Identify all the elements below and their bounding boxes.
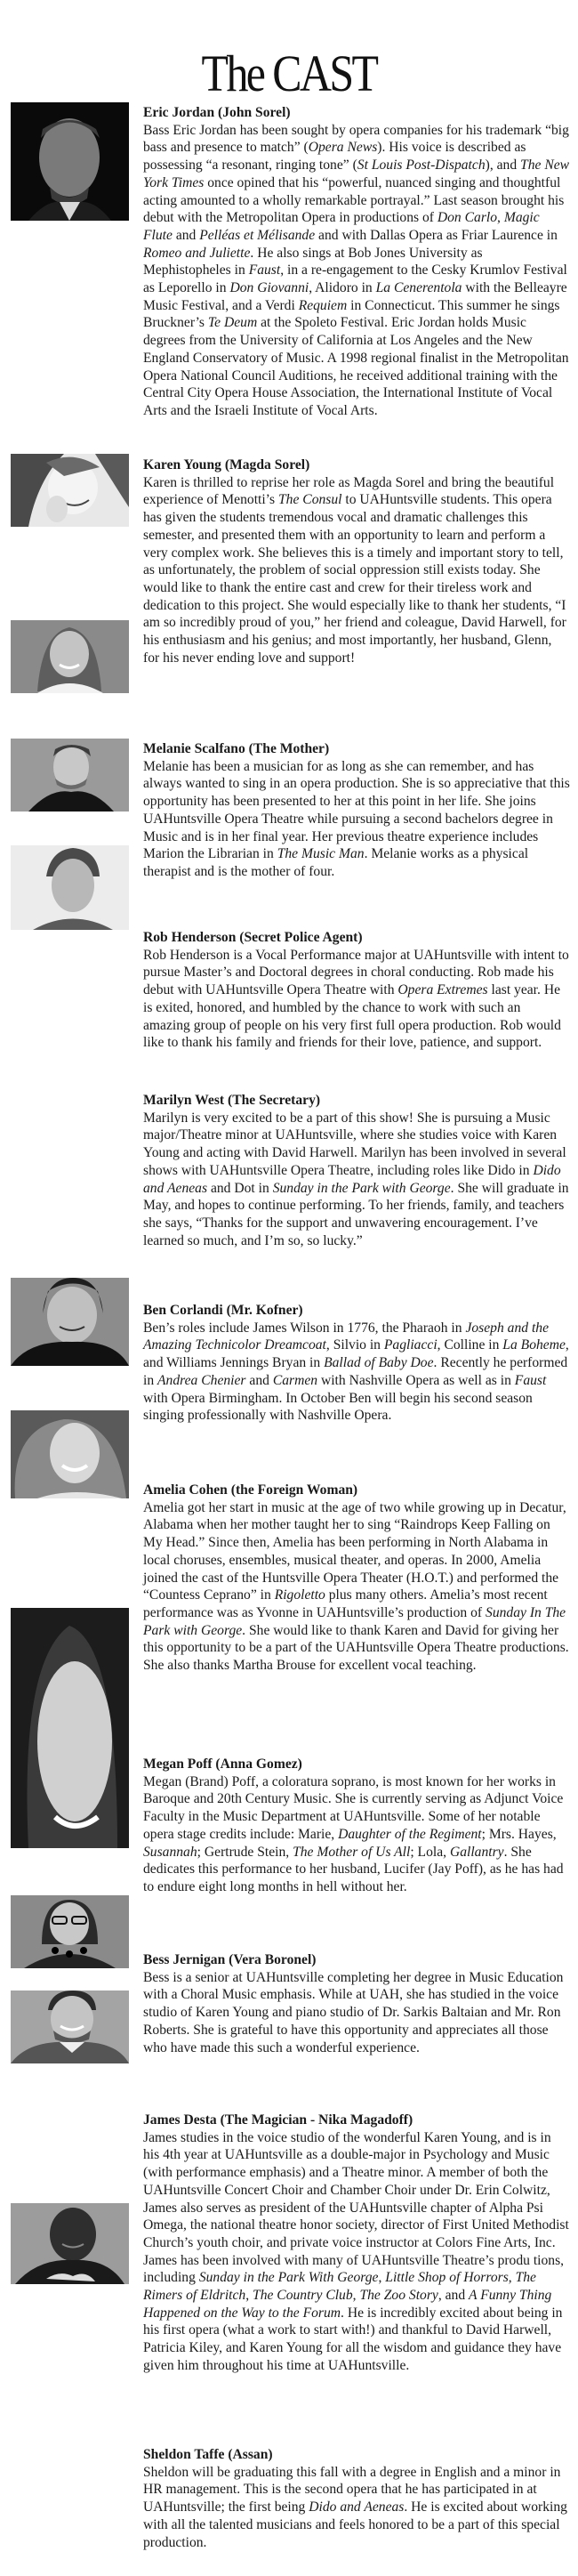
cast-bio-text: Amelia got her start in music at the age of two while growing up in Decatur, Alabama when her mother taught her to sing “Raindrops Keep Falling on My Head.” Since then, Amelia has been performing in North Alabama in local choruses, ensembles, musical theater, and operas. In 2000, Amelia joined the cast of the Huntsville Opera Theater (H.O.T.) and performed the “Countess Ceprano” in Rigoletto plus many others. Amelia’s most recent performance was as Yvonne in UAHuntsville’s production of Sunday In The Park with George. She would like to thank Karen and David for giving her this opportunity to be a part of the UAHuntsville Opera Theatre productions. She also thanks Martha Brouse for excellent vocal teaching.	[143, 1499, 569, 1674]
portrait-sheldon-taffe-icon	[11, 2203, 129, 2284]
cast-bio-text: Bess is a senior at UAHuntsville completing her degree in Music Education with a Choral Music emphasis. While at UAH, she has studied in the voice studio of Karen Young and piano studio of Dr. Sarkis Baltaian and Mr. Ron Roberts. She is grateful to have this opportunity and appreciates all those who have made this such a wonderful experience.	[143, 1969, 564, 2055]
portrait-photo	[11, 454, 129, 527]
cast-bio	[143, 929, 570, 1052]
italic-title: Daughter of the Regiment	[338, 1826, 482, 1842]
italic-title: Te Deum	[207, 315, 258, 331]
cast-name: James Desta (The Magician - Nika Magadoff)	[143, 2112, 413, 2128]
italic-title: The Zoo Story	[359, 2288, 438, 2304]
italic-title: The Mother of Us All	[293, 1844, 411, 1860]
portrait-marilyn-west-icon	[11, 845, 129, 930]
cast-bio	[143, 2112, 570, 2375]
italic-title: Don Carlo	[437, 210, 498, 226]
italic-title: Dido and Aeneas	[309, 2499, 405, 2515]
cast-bio-text: Megan (Brand) Poff, a coloratura soprano, is most known for her works in Baroque and 20th Century Music. She is currently serving as Adjunct Voice Faculty in the Music Department at UAHuntsville. Some of her notable opera stage credits include: Marie, Daughter of the Regiment; Mrs. Hayes, Susannah; Gertrude Stein, The Mother of Us All; Lola, Gallantry. She dedicates this performance to her husband, Lucifer (Jay Poff), as he has had to endure eight long months in hell without her.	[143, 1773, 564, 1894]
portrait-photo	[11, 1410, 129, 1498]
cast-bio	[143, 1756, 570, 1896]
portrait-ben-corlandi-icon	[11, 1278, 129, 1366]
portrait-amelia-cohen-icon	[11, 1410, 129, 1498]
portrait-bess-jernigan-icon	[11, 1895, 129, 1968]
portrait-melanie-scalfano-icon	[11, 620, 129, 693]
italic-title: The Consul	[278, 492, 342, 508]
portrait-photo	[11, 1278, 129, 1366]
cast-name: Megan Poff (Anna Gomez)	[143, 1756, 302, 1772]
italic-title: Pagliacci	[383, 1337, 438, 1353]
cast-name: Amelia Cohen (the Foreign Woman)	[143, 1482, 358, 1498]
cast-name: Eric Jordan (John Sorel)	[143, 105, 291, 120]
italic-title: Joseph and the Amazing Technicolor Dreamcoat	[143, 1320, 550, 1353]
italic-title: Sunday In The Park with George	[143, 1604, 566, 1638]
italic-title: Gallantry	[449, 1844, 504, 1860]
cast-bio-text: Karen is thrilled to reprise her role as Magda Sorel and bring the beautiful experience of Menotti’s The Consul to UAHuntsville students. This opera has given the students tremendous vocal and dramatic challenges this semester, and presented them with an opportunity to learn and perform a very complex work. She believes this is a timely and important story to tell, as unfortunately, the problem of social oppression still exists today. She would like to thank the entire cast and crew for their tireless work and dedication to this project. She would especially like to thank her students, “I am so incredibly proud of you,” her friend and coleague, David Harwell, for his enthusiasm and his genius; and most importantly, her husband, Glenn, for his never ending love and support!	[143, 474, 566, 666]
portrait-photo	[11, 739, 129, 812]
italic-title: Sunday in the Park With George	[198, 2270, 379, 2286]
portrait-eric-jordan-icon	[11, 102, 129, 221]
cast-bio	[143, 1092, 570, 1249]
portrait-james-desta-icon	[11, 1991, 129, 2063]
italic-title: Romeo and Juliette	[143, 245, 251, 261]
italic-title: Magic Flute	[143, 210, 540, 243]
cast-name: Rob Henderson (Secret Police Agent)	[143, 930, 363, 945]
italic-title: Pelléas et Mélisande	[199, 227, 316, 243]
italic-title: Carmen	[272, 1372, 318, 1388]
italic-title: La Boheme	[502, 1337, 566, 1353]
cast-name: Karen Young (Magda Sorel)	[143, 457, 310, 472]
cast-bio-text: Ben’s roles include James Wilson in 1776, the Pharaoh in Joseph and the Amazing Technicolor Dreamcoat, Silvio in Pagliacci, Colline in La Boheme, and Williams Jennings Bryan in Ballad of Baby Doe. Recently he performed in Andrea Chenier and Carmen with Nashville Opera as well as in Faust with Opera Birmingham. In October Ben will begin his second season singing professionally with Nashville Opera.	[143, 1320, 569, 1424]
cast-bio	[143, 1302, 570, 1425]
italic-title: The Country Club	[253, 2288, 353, 2304]
cast-bio	[143, 104, 570, 420]
italic-title: The Rimers of Eldritch	[143, 2270, 536, 2304]
cast-bio	[143, 2446, 570, 2551]
portrait-photo	[11, 2203, 129, 2284]
cast-bio-text: Sheldon will be graduating this fall with a degree in English and a minor in HR management. This is the second opera that he has participated in at UAHuntsville; the first being Dido and Aeneas. He is excited about working with all the talented musicians and feels honored to be a part of this special production.	[143, 2464, 567, 2550]
italic-title: Little Shop of Horrors	[385, 2270, 509, 2286]
italic-title: A Funny Thing Happened on the Way to the Forum	[143, 2288, 552, 2321]
cast-bio-text: Bass Eric Jordan has been sought by opera companies for his trademark “big bass and presence to match” (Opera News). His voice is described as possessing “a resonant, ringing tone” (St Louis Post-Dispatch), and The New York Times once opined that his “powerful, nuanced singing and thoughtful acting amounted to a wholly remarkable portrayal.” Last season brought his debut with the Metropolitan Opera in productions of Don Carlo, Magic Flute and Pelléas et Mélisande and with Dallas Opera as Friar Laurence in Romeo and Juliette. He also sings at Bob Jones University as Mephistopheles in Faust, in a re-engagement to the Cesky Krumlov Festival as Leporello in Don Giovanni, Alidoro in La Cenerentola with the Belleayre Music Festival, and a Verdi Requiem in Connecticut. This summer he sings Bruckner’s Te Deum at the Spoleto Festival. Eric Jordan holds Music degrees from the University of California at Los Angeles and the New England Conservatory of Music. A 1998 regional finalist in the Metropolitan Opera National Council Auditions, he received additional training with the Central City Opera House Association, the International Institute of Vocal Arts and the Israeli Institute of Vocal Arts.	[143, 122, 570, 418]
cast-bio	[143, 456, 570, 666]
cast-bio	[143, 1951, 570, 2056]
portrait-photo	[11, 1608, 129, 1848]
cast-name: Melanie Scalfano (The Mother)	[143, 741, 330, 756]
italic-title: Susannah	[143, 1844, 197, 1860]
italic-title: La Cenerentola	[375, 280, 462, 296]
italic-title: Andrea Chenier	[157, 1372, 246, 1388]
cast-name: Marilyn West (The Secretary)	[143, 1093, 321, 1108]
portrait-photo	[11, 845, 129, 930]
italic-title: Don Giovanni	[229, 280, 309, 296]
portrait-photo	[11, 1991, 129, 2063]
cast-name: Sheldon Taffe (Assan)	[143, 2447, 273, 2462]
italic-title: Faust	[514, 1372, 547, 1388]
portrait-megan-poff-icon	[11, 1608, 129, 1848]
italic-title: Faust	[248, 262, 281, 279]
italic-title: Requiem	[298, 297, 348, 313]
page-title: The CAST	[201, 44, 377, 102]
italic-title: Rigoletto	[274, 1587, 325, 1603]
italic-title: Sunday in the Park with George	[272, 1180, 451, 1196]
italic-title: St Louis Post-Dispatch	[357, 157, 486, 174]
cast-name: Bess Jernigan (Vera Boronel)	[143, 1952, 317, 1967]
italic-title: Opera News	[308, 140, 378, 156]
portrait-photo	[11, 1895, 129, 1968]
cast-bio-text: James studies in the voice studio of the wonderful Karen Young, and is in his 4th year at UAHuntsville as a double-major in Psychology and Music (with performance emphasis) and a Theatre minor. A member of both the UAHuntsville Concert Choir and Chamber Choir under Dr. Erin Colwitz, James also serves as president of the UAHuntsville chapter of Alpha Psi Omega, the national theatre honor society, director of First United Methodist Church’s youth choir, and private voice instructor at Colors Fine Arts, Inc. James has been involved with many of UAHuntsville Theatre’s produ tions, including Sunday in the Park With George, Little Shop of Horrors, The Rimers of Eldritch, The Country Club, The Zoo Story, and A Funny Thing Happened on the Way to the Forum. He is incredibly excited about being in his first opera (what a work to start with!) and thankful to David Harwell, Patricia Kiley, and Karen Young for all the wisdom and guidance they have given him throughout his time at UAHuntsville.	[143, 2129, 569, 2373]
cast-bio	[143, 740, 570, 881]
italic-title: Ballad of Baby Doe	[324, 1355, 434, 1371]
italic-title: The New York Times	[143, 157, 570, 190]
portrait-karen-young-icon	[11, 454, 129, 527]
portrait-photo	[11, 102, 129, 221]
cast-bio-text: Marilyn is very excited to be a part of this show! She is pursuing a Music major/Theatre minor at UAHuntsville, where she studies voice with Karen Young and acting with David Harwell. Marilyn has been involved in several shows with UAHuntsville Opera Theatre, including roles like Dido in Dido and Aeneas and Dot in Sunday in the Park with George. She will graduate in May, and hopes to continue performing. To her friends, family, and teachers she says, “Thanks for the support and unwavering encouragement. I’ve learned so much, and I’m so, so lucky.”	[143, 1110, 569, 1248]
italic-title: Dido and Aeneas	[143, 1162, 561, 1196]
cast-bio	[143, 1482, 570, 1675]
portrait-rob-henderson-icon	[11, 739, 129, 812]
cast-bio-text: Melanie has been a musician for as long as she can remember, and has always wanted to sing in an opera production. She is so appreciative that this opportunity has been presented to her at this point in her life. She joins UAHuntsville Opera Theatre while pursuing a second bachelors degree in Music and is in her final year. Her previous theatre experience includes Marion the Librarian in The Music Man. Melanie works as a physical therapist and is the mother of four.	[143, 758, 570, 879]
italic-title: The Music Man	[277, 846, 365, 862]
cast-name: Ben Corlandi (Mr. Kofner)	[143, 1303, 303, 1318]
portrait-photo	[11, 620, 129, 693]
italic-title: Opera Extremes	[397, 982, 488, 998]
cast-bio-text: Rob Henderson is a Vocal Performance major at UAHuntsville with intent to pursue Master’s and Doctoral degrees in choral conducting. Rob made his debut with UAHuntsville Opera Theatre with Opera Extremes last year. He is exited, honored, and humbled by the chance to work with such an amazing group of people on his very first full opera production. Rob would like to thank his family and friends for their love, patience, and support.	[143, 947, 569, 1051]
